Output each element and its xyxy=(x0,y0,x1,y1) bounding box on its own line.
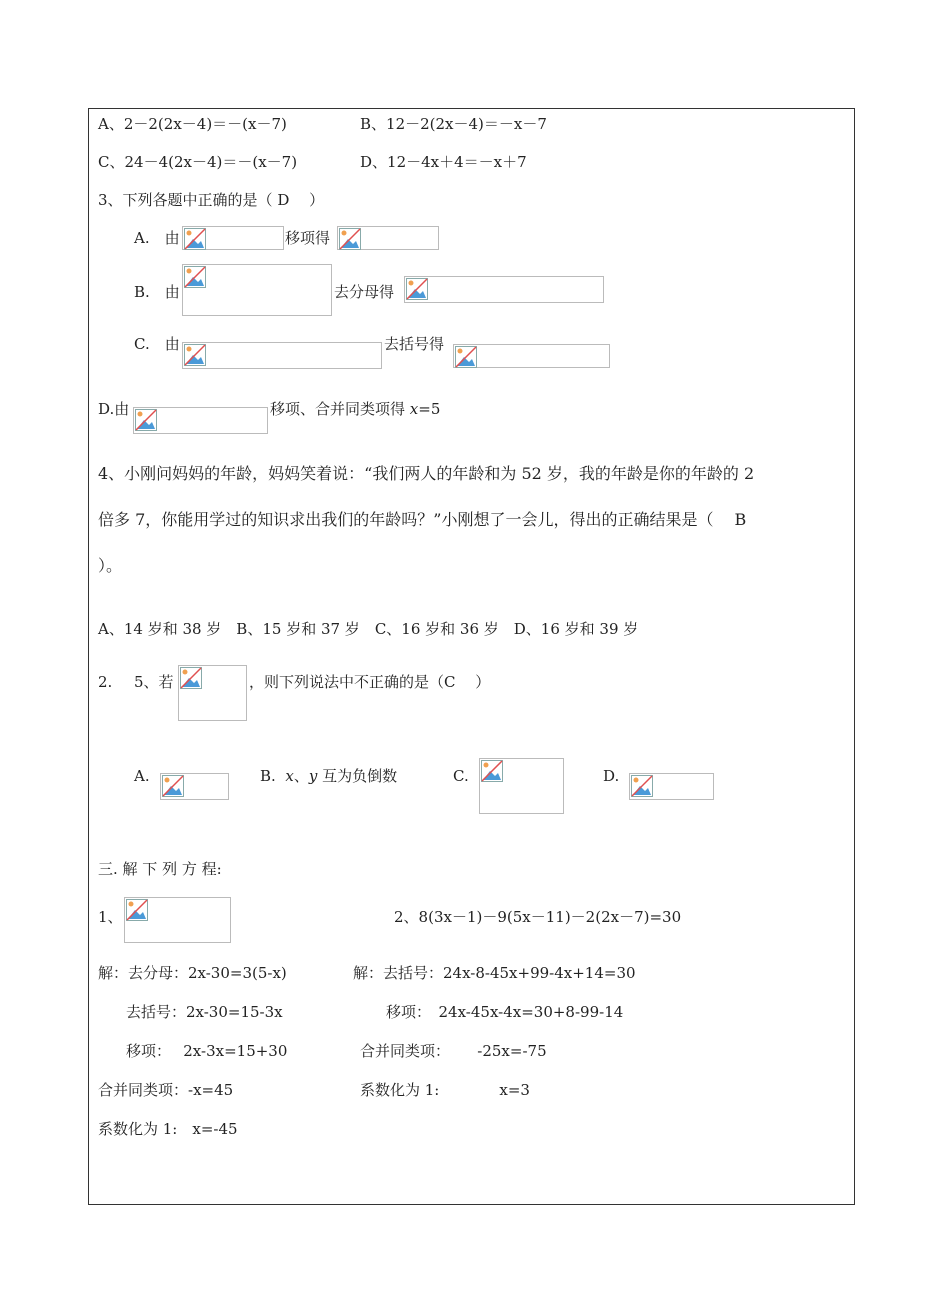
q2-option-a: A、2－2(2x－4)＝－(x－7) xyxy=(98,115,287,133)
formula-image xyxy=(629,773,714,800)
q5-option-c-label: C. xyxy=(453,767,469,785)
solution-1-step: 解：去分母：2x-30=3(5-x) xyxy=(98,964,287,982)
q3-option-b-prefix: B. 由 xyxy=(134,283,180,301)
variable-x: x xyxy=(409,400,419,418)
q5-stem-prefix: 5、若 xyxy=(134,673,174,691)
q5-option-a-label: A. xyxy=(134,767,150,785)
q3-option-d-text xyxy=(270,399,440,419)
formula-image xyxy=(453,344,610,368)
solution-1-step: 移项： 2x-3x=15+30 xyxy=(126,1042,288,1060)
formula-image xyxy=(479,758,564,814)
broken-image-icon xyxy=(184,266,206,288)
problem-2: 2、8(3x－1)－9(5x－11)－2(2x－7)=30 xyxy=(394,908,682,926)
q4-options: A、14 岁和 38 岁 B、15 岁和 37 岁 C、16 岁和 36 岁 D、16 岁和 39 岁 xyxy=(98,620,639,638)
solution-2-step: 系数化为 1: x=3 xyxy=(360,1081,530,1099)
solution-1-step: 系数化为 1: x=-45 xyxy=(98,1120,238,1138)
formula-image xyxy=(178,665,247,721)
formula-image xyxy=(124,897,231,943)
formula-image xyxy=(182,342,382,369)
formula-image xyxy=(404,276,604,303)
q2-option-d: D、12－4x＋4＝－x＋7 xyxy=(360,153,527,171)
broken-image-icon xyxy=(184,344,206,366)
solution-2-step: 解：去括号：24x-8-45x+99-4x+14=30 xyxy=(353,964,636,982)
solution-2-step: 移项： 24x-45x-4x=30+8-99-14 xyxy=(386,1003,624,1021)
broken-image-icon xyxy=(126,899,148,921)
formula-image xyxy=(182,264,332,316)
q5-option-b-label: B. xyxy=(260,767,276,785)
q4-line-2: 倍多 7，你能用学过的知识求出我们的年龄吗？”小刚想了一会儿，得出的正确结果是（ B xyxy=(98,510,747,529)
broken-image-icon xyxy=(162,775,184,797)
q3-option-d-prefix: D.由 xyxy=(98,400,130,418)
separator: 、 xyxy=(293,767,309,785)
solution-2-step: 合并同类项： -25x=-75 xyxy=(360,1042,547,1060)
q3-option-a-mid: 移项得 xyxy=(285,229,331,247)
q3-option-d-mid: 移项、合并同类项得 xyxy=(270,400,410,418)
broken-image-icon xyxy=(184,228,206,250)
q3-stem: 3、下列各题中正确的是（ D ） xyxy=(98,191,325,209)
q3-option-d-tail: =5 xyxy=(418,400,441,418)
solution-1-step: 去括号：2x-30=15-3x xyxy=(126,1003,283,1021)
q5-option-b xyxy=(260,766,397,786)
q4-line-1: 4、小刚问妈妈的年龄，妈妈笑着说：“我们两人的年龄和为 52 岁，我的年龄是你的年龄的 2 xyxy=(98,464,755,483)
problem-1-label: 1、 xyxy=(98,908,123,926)
formula-image xyxy=(133,407,268,434)
solution-1-step: 合并同类项：-x=45 xyxy=(98,1081,234,1099)
broken-image-icon xyxy=(135,409,157,431)
broken-image-icon xyxy=(180,667,202,689)
q5-option-b-text: 互为负倒数 xyxy=(317,767,398,785)
formula-image xyxy=(337,226,439,250)
section-3-title: 三. 解 下 列 方 程: xyxy=(98,860,222,878)
formula-image xyxy=(160,773,229,800)
q3-option-b-mid: 去分母得 xyxy=(334,283,395,301)
q4-line-3: ）。 xyxy=(98,556,123,575)
broken-image-icon xyxy=(455,346,477,368)
variable-y: y xyxy=(308,767,318,785)
q2-option-c: C、24－4(2x－4)＝－(x－7) xyxy=(98,153,298,171)
q3-option-c-prefix: C. 由 xyxy=(134,335,180,353)
variable-x: x xyxy=(285,767,294,785)
broken-image-icon xyxy=(481,760,503,782)
formula-image xyxy=(182,226,284,250)
q5-stem-suffix: ，则下列说法中不正确的是（C ） xyxy=(249,673,491,691)
q3-option-c-mid: 去括号得 xyxy=(384,335,445,353)
broken-image-icon xyxy=(339,228,361,250)
q2-option-b: B、12－2(2x－4)＝－x－7 xyxy=(360,115,547,133)
broken-image-icon xyxy=(406,278,428,300)
q5-number: 2. xyxy=(98,673,113,691)
broken-image-icon xyxy=(631,775,653,797)
q5-option-d-label: D. xyxy=(603,767,620,785)
q3-option-a-prefix: A. 由 xyxy=(134,229,180,247)
